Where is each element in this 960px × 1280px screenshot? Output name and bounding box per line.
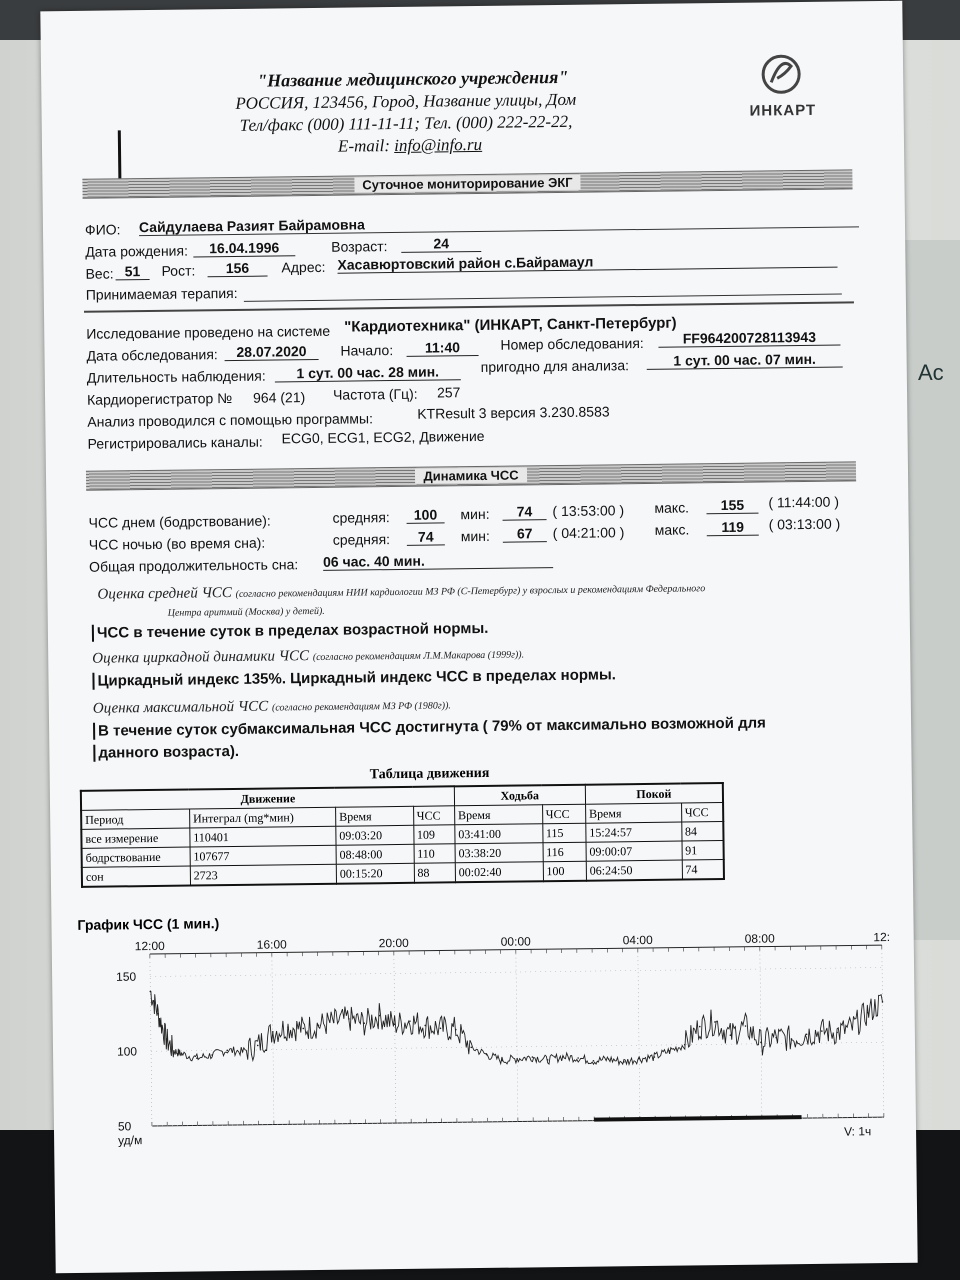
movement-table — [80, 782, 725, 888]
table-cell: 84 — [681, 822, 723, 842]
chart-footer: V: 1ч — [843, 1124, 872, 1139]
therapy-field — [244, 294, 842, 302]
column-header: Интеграл (mg*мин) — [189, 807, 335, 828]
column-header: Время — [454, 805, 542, 825]
table-cell: 91 — [682, 841, 724, 861]
weight-label: Вес: — [85, 265, 114, 282]
channels-value: ECG0, ECG1, ECG2, Движение — [281, 427, 485, 447]
x-tick-label: 20:00 — [378, 935, 409, 951]
x-gridline — [516, 950, 518, 1122]
program-label: Анализ проводился с помощью программы: — [87, 410, 374, 430]
hr-data-point — [882, 1001, 884, 1003]
hr-day-min-time: ( 13:53:00 ) — [552, 502, 625, 520]
column-header: ЧСС — [542, 804, 586, 824]
sleep-label: Общая продолжительность сна: — [89, 556, 299, 575]
column-header: Время — [336, 806, 414, 826]
table-cell: 09:03:20 — [336, 825, 414, 845]
hr-data-point — [409, 1020, 411, 1022]
table-cell: 115 — [542, 823, 586, 843]
system-value: "Кардиотехника" (ИНКАРТ, Санкт-Петербург) — [344, 314, 677, 336]
age-label: Возраст: — [331, 238, 388, 255]
table-cell: 03:38:20 — [455, 843, 543, 863]
circadian-conclusion: Циркадный индекс 135%. Циркадный индекс ЧСС в пределах нормы. — [92, 666, 616, 689]
hr-night-label: ЧСС ночью (во время сна): — [88, 534, 266, 553]
sleep-value: 06 час. 40 мин. — [323, 551, 553, 571]
group-header: Покой — [585, 783, 723, 804]
x-tick-label: 04:00 — [622, 932, 653, 948]
hr-data-point — [440, 1027, 442, 1029]
incart-logo-icon — [757, 52, 806, 102]
hr-night-avg-label: средняя: — [332, 531, 391, 548]
duration-label: Длительность наблюдения: — [86, 367, 266, 386]
table-cell: 06:24:50 — [586, 860, 682, 881]
x-gridline — [638, 948, 640, 1120]
y-tick-label: 100 — [116, 1044, 138, 1059]
margin-mark — [118, 130, 122, 178]
hr-data-point — [226, 1050, 228, 1052]
sleep-period-bar — [594, 1115, 801, 1122]
y-axis-label: уд/м — [118, 1133, 143, 1148]
freq-value: 257 — [436, 384, 461, 401]
system-label: Исследование проведено на системе — [86, 322, 331, 342]
movement-table-title: Таблица движения — [369, 765, 490, 783]
x-gridline — [150, 954, 152, 1126]
fio-value: Сайдулаева Разият Байрамовна — [139, 210, 859, 236]
x-gridline — [394, 951, 396, 1123]
y-tick-label: 150 — [116, 969, 137, 984]
height-value: 156 — [207, 260, 267, 278]
recorder-label: Кардиорегистратор № — [86, 389, 233, 408]
hr-night-avg: 74 — [407, 528, 445, 545]
hr-data-point — [745, 1025, 747, 1027]
table-cell: все измерение — [81, 828, 190, 848]
start-value: 11:40 — [406, 339, 478, 357]
table-cell: 03:41:00 — [455, 824, 543, 844]
valid-value: 1 сут. 00 час. 07 мин. — [647, 351, 843, 370]
y-tick-label: 50 — [117, 1119, 132, 1134]
column-header: ЧСС — [413, 806, 455, 826]
table-cell: 110 — [414, 844, 456, 864]
section-hr-dynamics-header: Динамика ЧСС — [86, 461, 856, 490]
table-cell: 88 — [414, 863, 456, 883]
table-cell: 00:02:40 — [455, 862, 543, 883]
max-hr-conclusion-line1: В течение суток субмаксимальная ЧСС достигнута ( 79% от максимально возможной для — [93, 715, 766, 740]
max-hr-assessment-title: Оценка максимальной ЧСС (согласно рекомендациям МЗ РФ (1980г)). — [92, 698, 451, 717]
table-cell: 109 — [413, 825, 455, 845]
institution-name: "Название медицинского учреждения" — [257, 66, 569, 91]
email-link[interactable]: info@info.ru — [394, 134, 483, 155]
x-gridline — [882, 945, 884, 1117]
x-tick-label: 08:00 — [744, 931, 775, 946]
table-cell: 08:48:00 — [336, 844, 414, 864]
hr-night-max-label: макс. — [654, 521, 690, 538]
table-cell: 2723 — [190, 864, 336, 885]
table-cell: 00:15:20 — [336, 863, 414, 883]
start-label: Начало: — [340, 342, 394, 359]
hr-data-point — [806, 1033, 808, 1035]
fio-label: ФИО: — [84, 221, 121, 238]
address-value: Хасавюртовский район с.Байрамаул — [337, 251, 837, 274]
email-label: E-mail: — [337, 136, 391, 156]
hr-data-point — [272, 1031, 274, 1033]
column-header: Период — [81, 809, 190, 829]
table-cell: 09:00:07 — [586, 841, 682, 861]
hr-chart — [72, 921, 895, 1161]
height-label: Рост: — [161, 262, 196, 279]
freq-label: Частота (Гц): — [332, 385, 418, 403]
hr-night-max: 119 — [707, 519, 759, 537]
channels-label: Регистрировались каналы: — [87, 433, 263, 452]
hr-night-min: 67 — [503, 525, 547, 543]
hr-day-min-label: мин: — [460, 505, 490, 523]
max-hr-conclusion-line2: данного возраста). — [93, 743, 239, 762]
exam-date-label: Дата обследования: — [86, 346, 218, 364]
weight-value: 51 — [115, 263, 149, 280]
recorder-value: 964 (21) — [252, 389, 306, 406]
hr-day-avg-label: средняя: — [332, 509, 390, 526]
group-header: Движение — [81, 786, 455, 810]
table-cell: 107677 — [190, 845, 336, 866]
hr-day-avg: 100 — [406, 506, 444, 523]
hr-data-point — [714, 1021, 716, 1023]
age-value: 24 — [401, 235, 481, 253]
y-gridline — [150, 968, 882, 977]
dob-value: 16.04.1996 — [193, 239, 295, 257]
x-tick-label: 16:00 — [256, 937, 287, 952]
divider-line — [84, 301, 854, 312]
exam-number-label: Номер обследования: — [500, 334, 644, 353]
hr-data-point — [821, 1030, 823, 1032]
hr-data-point — [577, 1057, 579, 1059]
avg-hr-assessment-title: Оценка средней ЧСС (согласно рекомендациям НИИ кардиологии МЗ РФ (С-Петербург) у взрослых и рекомендациям Федерального — [97, 583, 706, 603]
table-cell: сон — [82, 866, 191, 887]
therapy-label: Принимаемая терапия: — [85, 284, 238, 303]
hr-day-max-time: ( 11:44:00 ) — [768, 493, 840, 511]
valid-label: пригодно для анализа: — [480, 357, 630, 375]
background-monitor: Ac — [900, 240, 960, 940]
table-cell: 116 — [543, 842, 587, 862]
hr-day-max-label: макс. — [654, 499, 690, 516]
circadian-assessment-title: Оценка циркадной динамики ЧСС (согласно рекомендациям Л.М.Макарова (1999г)). — [92, 648, 525, 667]
hr-night-min-label: мин: — [460, 527, 490, 545]
avg-hr-assessment-note2: Центра аритмий (Москва) у детей). — [167, 605, 325, 619]
table-cell: 15:24:57 — [586, 822, 682, 842]
x-tick-label: 00:00 — [500, 934, 531, 949]
exam-date-value: 28.07.2020 — [224, 343, 318, 361]
table-cell: 74 — [682, 860, 724, 880]
institution-email-row — [338, 135, 482, 157]
hr-data-point — [532, 1056, 534, 1058]
hr-night-max-time: ( 03:13:00 ) — [768, 515, 841, 533]
address-label: Адрес: — [281, 258, 326, 276]
dob-label: Дата рождения: — [85, 242, 189, 260]
avg-hr-conclusion: ЧСС в течение суток в пределах возрастной нормы. — [92, 620, 489, 642]
table-cell: 110401 — [190, 826, 336, 847]
exam-number-value: FF964200728113943 — [658, 329, 840, 348]
hr-night-min-time: ( 04:21:00 ) — [552, 524, 625, 542]
program-value: KTResult 3 версия 3.230.8583 — [417, 403, 610, 422]
incart-logo-text: ИНКАРТ — [749, 101, 817, 120]
duration-value: 1 сут. 00 час. 28 мин. — [275, 363, 461, 382]
hr-chart-title: График ЧСС (1 мин.) — [77, 915, 220, 933]
institution-address: РОССИЯ, 123456, Город, Название улицы, Дом — [235, 89, 577, 113]
table-cell: бодрствование — [82, 847, 191, 867]
table-cell: 100 — [543, 861, 587, 881]
hr-data-point — [699, 1026, 701, 1028]
x-tick-label: 12: — [873, 930, 891, 945]
section-ecg-header: Суточное мониторирование ЭКГ — [82, 169, 852, 198]
hr-day-max: 155 — [706, 497, 758, 515]
hr-data-point — [257, 1045, 259, 1047]
group-header: Ходьба — [454, 785, 585, 806]
ecg-report-sheet — [40, 1, 917, 1273]
hr-day-label: ЧСС днем (бодрствование): — [88, 512, 271, 531]
column-header: Время — [585, 803, 681, 823]
column-header: ЧСС — [681, 803, 723, 823]
hr-data-point — [470, 1047, 472, 1049]
hr-data-point — [593, 1060, 595, 1062]
hr-data-point — [302, 1028, 304, 1030]
x-tick-label: 12:00 — [134, 938, 165, 954]
hr-day-min: 74 — [502, 503, 546, 521]
institution-phones: Тел/факс (000) 111-11-11; Тел. (000) 222-22-22, — [239, 111, 573, 135]
